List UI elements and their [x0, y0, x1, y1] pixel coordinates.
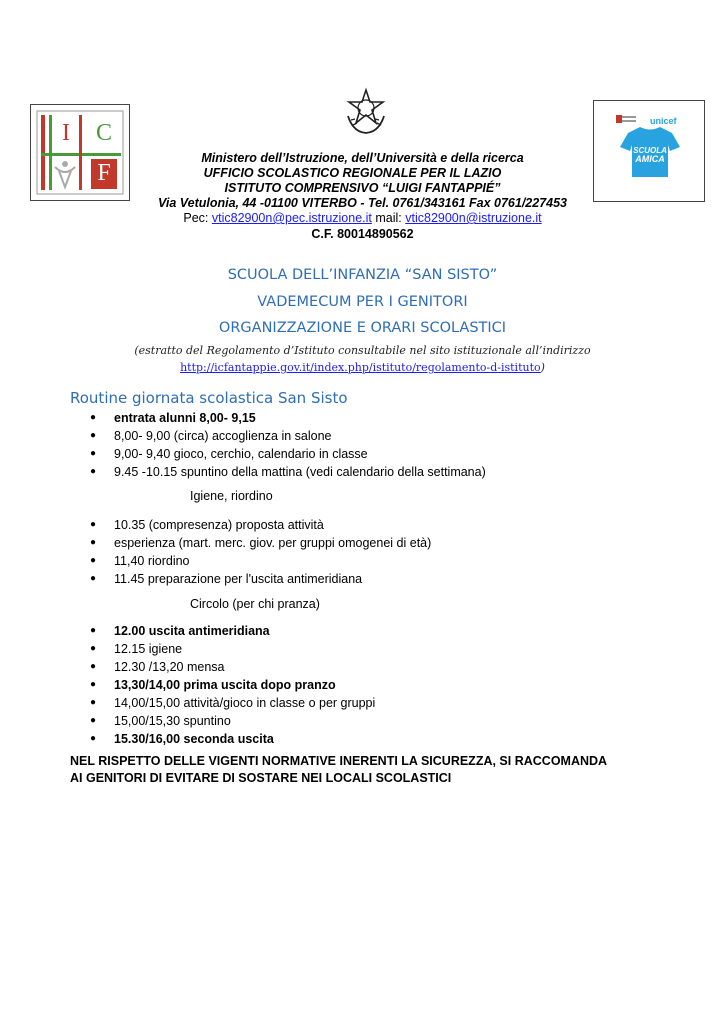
list-item-text: 11.45 preparazione per l'uscita antimeridiana [114, 572, 363, 586]
regulation-link[interactable]: http://icfantappie.gov.it/index.php/istituto/regolamento-d-istituto [180, 361, 541, 374]
logo-letter-c: C [95, 120, 112, 146]
section-heading: Routine giornata scolastica San Sisto [70, 389, 348, 407]
regulation-url-line [0, 361, 725, 374]
list-item-text: 8,00- 9,00 (circa) accoglienza in salone [114, 429, 332, 443]
safety-notice-line1: NEL RISPETTO DELLE VIGENTI NORMATIVE INERENTI LA SICUREZZA, SI RACCOMANDA [70, 754, 608, 768]
list-item-text: 12.30 /13,20 mensa [114, 660, 225, 674]
bullet-icon: ● [90, 697, 97, 708]
mail-email-link[interactable]: vtic82900n@istruzione.it [405, 211, 542, 225]
italian-republic-emblem-icon [343, 86, 389, 136]
bullet-icon: ● [90, 519, 97, 530]
list-item-text: 11,40 riordino [114, 554, 190, 568]
office-line: UFFICIO SCOLASTICO REGIONALE PER IL LAZIO [203, 166, 502, 180]
bullet-icon: ● [90, 643, 97, 654]
bullet-icon: ● [90, 430, 97, 441]
regulation-close: ) [540, 361, 545, 374]
title-school: SCUOLA DELL’INFANZIA “SAN SISTO” [227, 267, 498, 283]
bullet-icon: ● [90, 679, 97, 690]
list-item-text: 9,00- 9,40 gioco, cerchio, calendario in classe [114, 447, 368, 461]
regulation-note: (estratto del Regolamento d’Istituto consultabile nel sito istituzionale all’indirizzo [134, 344, 591, 357]
list-item-text: 15.30/16,00 seconda uscita [114, 732, 274, 746]
svg-text:AMICA: AMICA [635, 154, 665, 164]
list-item-text: entrata alunni 8,00- 9,15 [114, 411, 256, 425]
bullet-icon: ● [90, 555, 97, 566]
list-item-text: 12.00 uscita antimeridiana [114, 624, 270, 638]
institute-line: ISTITUTO COMPRENSIVO “LUIGI FANTAPPIÉ” [224, 181, 501, 195]
title-organization: ORGANIZZAZIONE E ORARI SCOLASTICI [218, 320, 507, 336]
bullet-icon: ● [90, 661, 97, 672]
unicef-label: unicef [650, 116, 677, 126]
hygiene-note: Igiene, riordino [190, 489, 273, 503]
bullet-icon: ● [90, 715, 97, 726]
bullet-icon: ● [90, 625, 97, 636]
svg-text:SCUOLA: SCUOLA [633, 146, 667, 155]
circle-note: Circolo (per chi pranza) [190, 597, 320, 611]
title-vademecum: VADEMECUM PER I GENITORI [257, 294, 468, 310]
contact-line [0, 211, 725, 226]
bullet-icon: ● [90, 412, 97, 423]
list-item-text: esperienza (mart. merc. giov. per gruppi omogenei di età) [114, 536, 432, 550]
list-item-text: 10.35 (compresenza) proposta attività [114, 518, 324, 532]
tax-code: C.F. 80014890562 [311, 227, 414, 241]
ministry-line: Ministero dell’Istruzione, dell’Università e della ricerca [201, 151, 524, 165]
bullet-icon: ● [90, 537, 97, 548]
address-line: Via Vetulonia, 44 -01100 VITERBO - Tel. 0761/343161 Fax 0761/227453 [157, 196, 568, 210]
bullet-icon: ● [90, 573, 97, 584]
logo-letter-f: F [91, 159, 117, 189]
logo-letter-i: I [62, 120, 70, 146]
pec-label: Pec: [183, 211, 209, 225]
bullet-icon: ● [90, 466, 97, 477]
list-item-text: 15,00/15,30 spuntino [114, 714, 231, 728]
mail-label: mail: [375, 211, 402, 225]
safety-notice-line2: AI GENITORI DI EVITARE DI SOSTARE NEI LOCALI SCOLASTICI [70, 771, 452, 785]
list-item-text: 14,00/15,00 attività/gioco in classe o per gruppi [114, 696, 376, 710]
bullet-icon: ● [90, 448, 97, 459]
pec-email-link[interactable]: vtic82900n@pec.istruzione.it [211, 211, 372, 225]
list-item-text: 9.45 -10.15 spuntino della mattina (vedi calendario della settimana) [114, 465, 486, 479]
list-item-text: 12.15 igiene [114, 642, 183, 656]
list-item-text: 13,30/14,00 prima uscita dopo pranzo [114, 678, 336, 692]
bullet-icon: ● [90, 733, 97, 744]
